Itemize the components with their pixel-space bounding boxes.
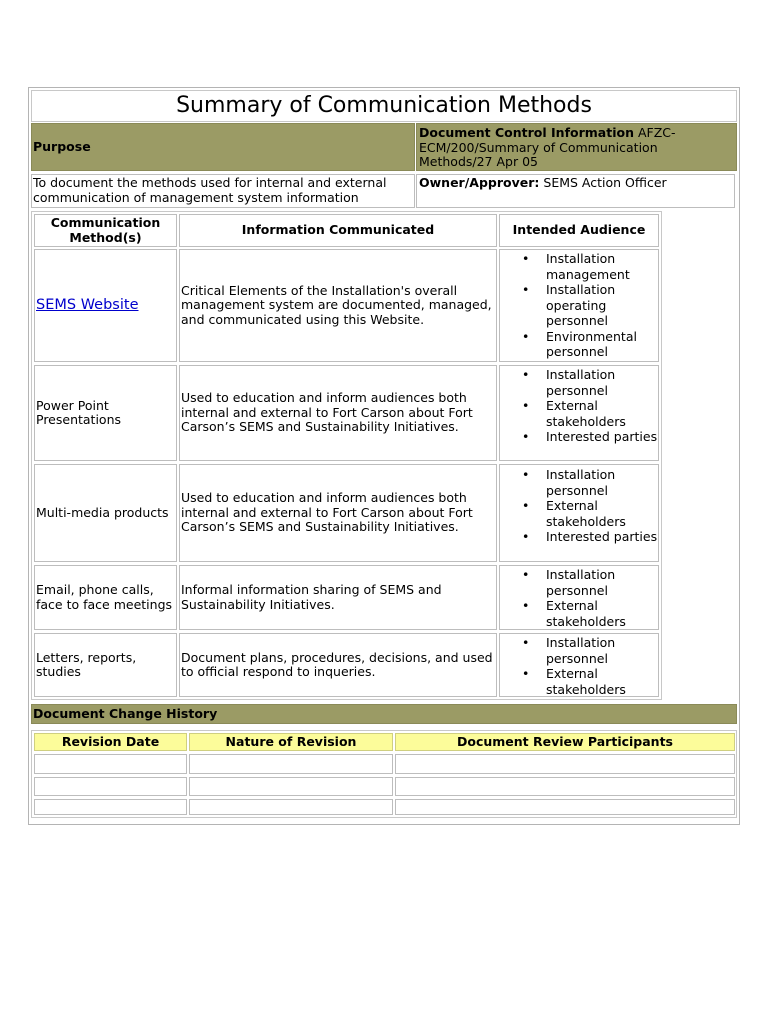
table-row-audience [499,565,659,630]
audience-item: • External stakeholders [546,598,658,629]
table-row-audience [499,249,659,362]
audience-item: • Installation management [546,251,658,282]
table-row-audience [499,633,659,697]
table-row-method: Email, phone calls, face to face meetings [34,565,177,630]
purpose-text: To document the methods used for internal and external communication of management system information [31,174,415,208]
audience-item: • Installation personnel [546,635,658,666]
audience-item: • External stakeholders [546,398,658,429]
table-cell [34,754,187,774]
table-cell [189,754,393,774]
table-row-info: Used to education and inform audiences both internal and external to Fort Carson about Fort Carson’s SEMS and Sustainability Initiatives. [179,365,497,461]
table-row-audience [499,464,659,562]
audience-item: • Installation personnel [546,467,658,498]
document-control-code: AFZC-ECM/200/Summary of Communication Methods/27 Apr 05 [419,125,676,169]
column-header-review-participants: Document Review Participants [395,733,735,751]
audience-item: • Installation personnel [546,367,658,398]
table-row-info: Informal information sharing of SEMS and Sustainability Initiatives. [179,565,497,630]
audience-item: • Interested parties [546,529,658,545]
table-cell [34,799,187,815]
document-control-cell [416,123,737,171]
column-header-revision-date: Revision Date [34,733,187,751]
table-row-info: Critical Elements of the Installation's overall management system are documented, managed, and communicated using this Website. [179,249,497,362]
table-cell [395,754,735,774]
audience-item: • External stakeholders [546,498,658,529]
column-header-method: Communication Method(s) [34,214,177,247]
change-history-heading: Document Change History [31,704,737,724]
table-row-info: Document plans, procedures, decisions, and used to official respond to inqueries. [179,633,497,697]
audience-item: • Environmental personnel [546,329,658,360]
table-row-info: Used to education and inform audiences both internal and external to Fort Carson about Fort Carson’s SEMS and Sustainability Initiatives. [179,464,497,562]
table-row-method: Multi-media products [34,464,177,562]
column-header-info: Information Communicated [179,214,497,247]
audience-item: • External stakeholders [546,666,658,697]
table-cell [395,777,735,796]
sems-website-link[interactable]: SEMS Website [36,297,139,314]
owner-approver-cell [416,174,735,208]
owner-approver-value: SEMS Action Officer [543,175,667,190]
table-row-audience [499,365,659,461]
table-cell [395,799,735,815]
document-control-heading: Document Control Information [419,125,634,140]
table-row-method: Power Point Presentations [34,365,177,461]
table-cell [189,799,393,815]
purpose-heading: Purpose [31,123,415,171]
audience-item: • Installation personnel [546,567,658,598]
column-header-nature-of-revision: Nature of Revision [189,733,393,751]
table-row-method [34,249,177,362]
page-title: Summary of Communication Methods [31,90,737,122]
audience-item: • Installation operating personnel [546,282,658,329]
column-header-audience: Intended Audience [499,214,659,247]
table-cell [189,777,393,796]
audience-item: • Interested parties [546,429,658,445]
table-cell [34,777,187,796]
table-row-method: Letters, reports, studies [34,633,177,697]
owner-approver-label: Owner/Approver: [419,175,540,190]
